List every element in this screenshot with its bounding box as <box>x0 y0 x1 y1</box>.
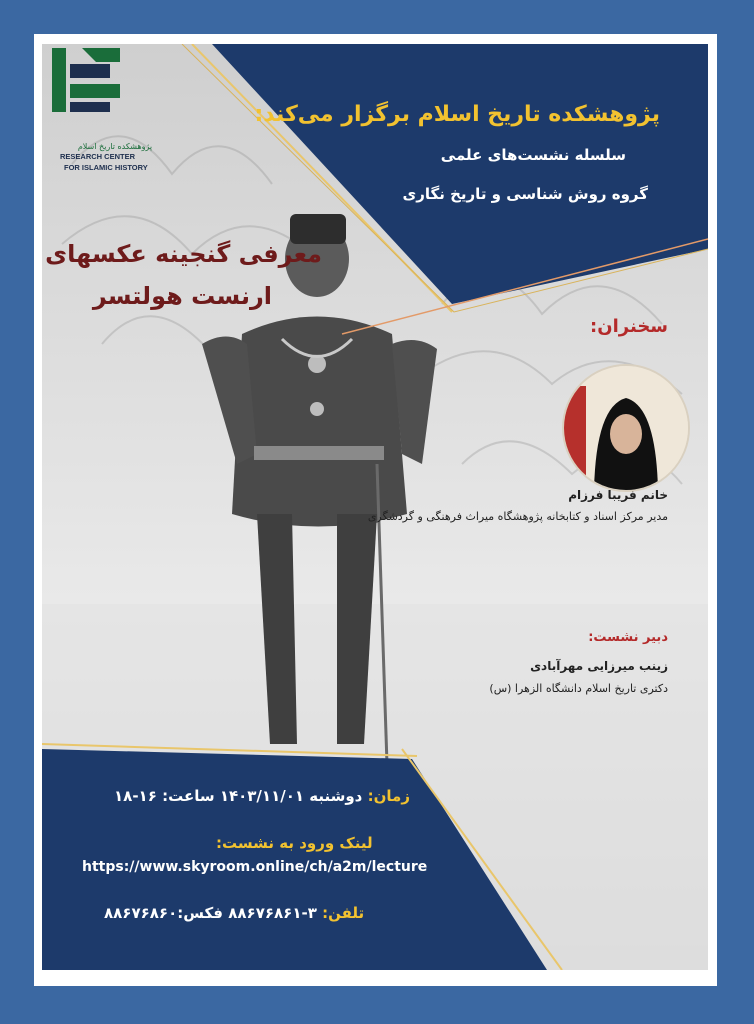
group-name: گروه روش شناسی و تاریخ نگاری <box>402 185 648 203</box>
institute-logo <box>42 44 132 120</box>
lecture-title-line2: ارنست هولتسر <box>92 282 272 310</box>
moderator-role: دکتری تاریخ اسلام دانشگاه الزهرا (س) <box>489 682 668 695</box>
time-value: دوشنبه ۱۴۰۳/۱۱/۰۱ ساعت: ۱۶-۱۸ <box>114 787 363 805</box>
poster-canvas <box>42 44 708 970</box>
speakers-heading: سخنران: <box>590 316 668 337</box>
moderator-heading: دبیر نشست: <box>588 630 668 645</box>
organizer-heading: پژوهشکده تاریخ اسلام برگزار می‌کند: <box>254 102 660 127</box>
link-label: لینک ورود به نشست: <box>216 834 373 852</box>
phone-label: تلفن: <box>322 904 365 922</box>
speaker-avatar <box>562 364 690 492</box>
logo-name-en-line2: FOR ISLAMIC HISTORY <box>64 163 148 172</box>
event-time <box>114 787 410 805</box>
logo-name-en-line1: RESEARCH CENTER <box>60 152 136 161</box>
lecture-url[interactable]: https://www.skyroom.online/ch/a2m/lecture <box>82 859 428 875</box>
speaker-name: خانم فریبا فرزام <box>568 488 668 502</box>
poster-graphics <box>42 44 708 970</box>
phone-value: ۳-۸۸۶۷۶۸۶۱ فکس:۸۸۶۷۶۸۶۰ <box>104 904 317 922</box>
logo-name-fa: پژوهشکده تاریخ اسلام <box>77 142 153 151</box>
speaker-role: مدیر مرکز اسناد و کتابخانه پژوهشگاه میراث فرهنگی و گردشگری <box>367 510 668 523</box>
moderator-name: زینب میرزایی مهرآبادی <box>530 659 668 673</box>
lecture-title-line1: معرفی گنجینه عکسهای <box>45 240 322 268</box>
contact-phone <box>104 904 364 922</box>
series-name: سلسله نشست‌های علمی <box>440 146 626 164</box>
time-label: زمان: <box>367 787 410 805</box>
